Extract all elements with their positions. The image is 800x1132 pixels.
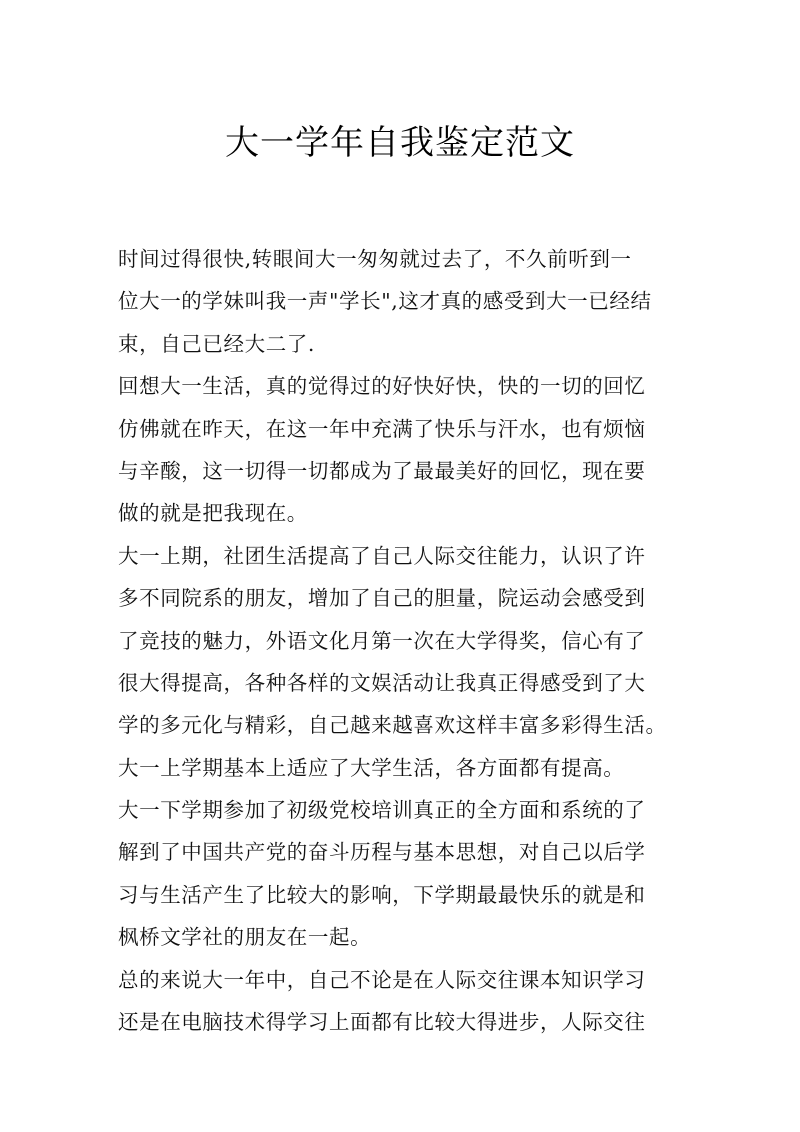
text-line: 仿佛就在昨天，在这一年中充满了快乐与汗水，也有烦恼 bbox=[118, 416, 646, 441]
text-line: 习与生活产生了比较大的影响，下学期最最快乐的就是和 bbox=[118, 882, 646, 907]
text-line: 还是在电脑技术得学习上面都有比较大得进步，人际交往 bbox=[118, 1010, 646, 1035]
paragraph-3 bbox=[118, 535, 678, 789]
text-line: 了竞技的魅力，外语文化月第一次在大学得奖，信心有了 bbox=[118, 628, 646, 653]
text-line: 枫桥文学社的朋友在一起。 bbox=[118, 925, 372, 950]
text-line: 解到了中国共产党的奋斗历程与基本思想，对自己以后学 bbox=[118, 840, 646, 865]
document-body bbox=[118, 238, 678, 1043]
text-line: 做的就是把我现在。 bbox=[118, 501, 308, 526]
text-line: 与辛酸，这一切得一切都成为了最最美好的回忆，现在要 bbox=[118, 458, 646, 483]
paragraph-5 bbox=[118, 959, 678, 1044]
text-line: 总的来说大一年中，自己不论是在人际交往课本知识学习 bbox=[118, 967, 646, 992]
text-line: 位大一的学妹叫我一声"学长",这才真的感受到大一已经结 bbox=[118, 289, 652, 314]
paragraph-4 bbox=[118, 789, 678, 959]
paragraph-2 bbox=[118, 365, 678, 535]
text-line: 很大得提高，各种各样的文娱活动让我真正得感受到了大 bbox=[118, 670, 646, 695]
text-line: 时间过得很快,转眼间大一匆匆就过去了，不久前听到一 bbox=[118, 247, 632, 271]
text-line: 大一上期，社团生活提高了自己人际交往能力，认识了许 bbox=[118, 543, 646, 568]
text-line: 回想大一生活，真的觉得过的好快好快，快的一切的回忆 bbox=[118, 374, 646, 399]
document-title: 大一学年自我鉴定范文 bbox=[225, 122, 575, 163]
text-line: 大一上学期基本上适应了大学生活，各方面都有提高。 bbox=[118, 755, 625, 780]
text-line: 束，自己已经大二了. bbox=[118, 331, 316, 356]
text-line: 多不同院系的朋友，增加了自己的胆量，院运动会感受到 bbox=[118, 586, 646, 611]
text-line: 学的多元化与精彩，自己越来越喜欢这样丰富多彩得生活。 bbox=[118, 713, 667, 738]
text-line: 大一下学期参加了初级党校培训真正的全方面和系统的了 bbox=[118, 798, 646, 823]
paragraph-1 bbox=[118, 238, 678, 365]
